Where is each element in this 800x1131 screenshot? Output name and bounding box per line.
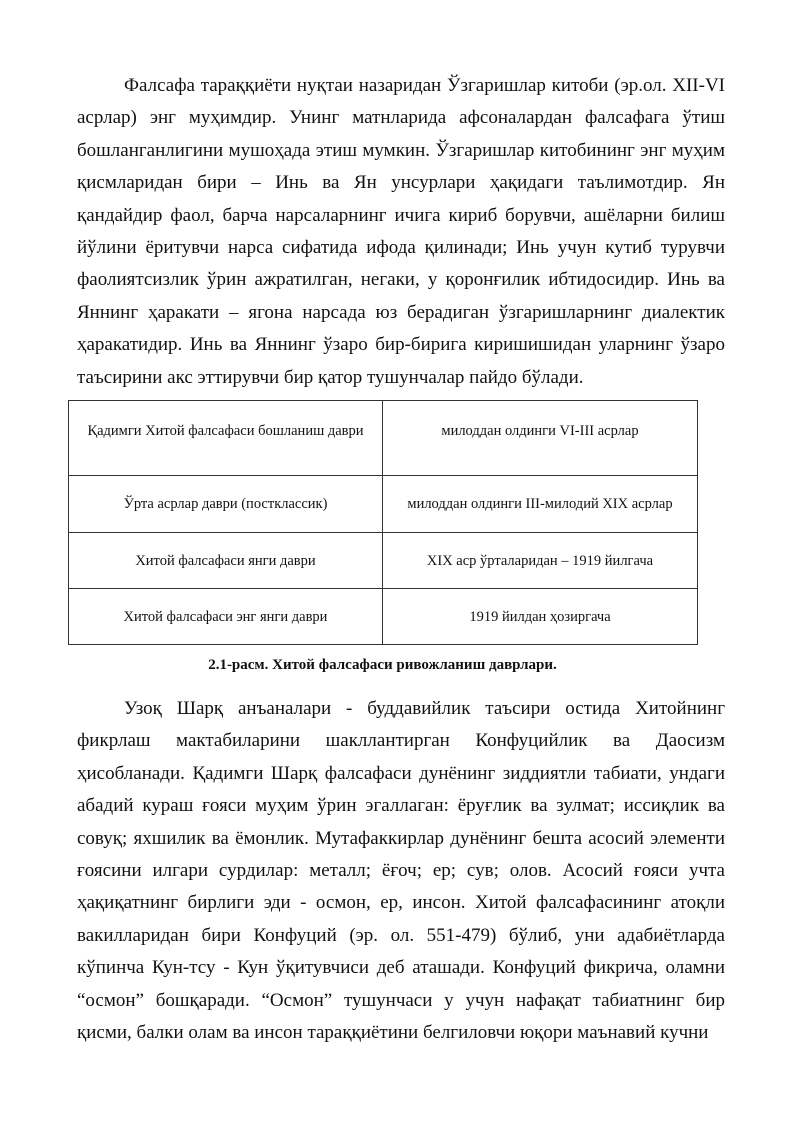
period-dates-cell: милоддан олдинги VI-III асрлар — [383, 401, 698, 476]
table-row — [69, 533, 698, 589]
paragraph-book-of-changes: Фалсафа тараққиёти нуқтаи назаридан Ўзгаришлар китоби (эр.ол. XII-VI асрлар) энг муҳимдир. Унинг матнларида афсоналардан фалсафага ўтиш бошланганлигини мушоҳада этиш мумкин. Ўзгаришлар китобининг энг муҳим қисмларидан бири – Инь ва Ян унсурлари ҳақидаги таълимотдир. Ян қандайдир фаол, барча нарсаларнинг ичига кириб борувчи, ашёларни билиш йўлини ёритувчи нарса сифатида ифода қилинади; Инь учун кутиб турувчи фаолиятсизлик ўрин ажратилган, негаки, у қоронғилик ибтидосидир. Инь ва Яннинг ҳаракати – ягона нарсада юз берадиган ўзгаришларнинг диалектик ҳаракатидир. Инь ва Яннинг ўзаро бир-бирига киришишидан уларнинг ўзаро таъсирини акс эттирувчи бир қатор тушунчалар пайдо бўлади. — [77, 75, 725, 388]
table-row — [69, 589, 698, 645]
period-dates-cell: 1919 йилдан ҳозиргача — [383, 589, 698, 645]
period-name-cell: Хитой фалсафаси энг янги даври — [69, 589, 383, 645]
table-row — [69, 401, 698, 476]
periods-table — [68, 400, 698, 645]
period-dates-cell: милоддан олдинги III-милодий XIX асрлар — [383, 476, 698, 533]
paragraph-eastern-traditions: Узоқ Шарқ анъаналари - буддавийлик таъсири остида Хитойнинг фикрлаш мактабиларини шакллантирган Конфуцийлик ва Даосизм ҳисобланади. Қадимги Шарқ фалсафаси дунёнинг зиддиятли табиати, ундаги абадий кураш ғояси муҳим ўрин эгаллаган: ёруғлик ва зулмат; иссиқлик ва совуқ; яхшилик ва ёмонлик. Мутафаккирлар дунёнинг бешта асосий элементи ғоясини илгари сурдилар: металл; ёғоч; ер; сув; олов. Асосий ғояси учта ҳақиқатнинг бирлиги эди - осмон, ер, инсон. Хитой фалсафасининг атоқли вакилларидан бири Конфуций (эр. ол. 551-479) бўлиб, уни адабиётларда кўпинча Кун-тсу - Кун ўқитувчиси деб аташади. Конфуций фикрича, оламни “осмон” бошқаради. “Осмон” тушунчаси у учун нафақат табиатнинг бир қисми, балки олам ва инсон тараққиётини белгиловчи юқори маънавий кучни — [77, 698, 725, 1044]
table-row — [69, 476, 698, 533]
period-name-cell: Қадимги Хитой фалсафаси бошланиш даври — [69, 401, 383, 476]
period-name-cell: Ўрта асрлар даври (постклассик) — [69, 476, 383, 533]
period-dates-cell: XIX аср ўрталаридан – 1919 йилгача — [383, 533, 698, 589]
figure-caption: 2.1-расм. Хитой фалсафаси ривожланиш даврлари. — [208, 657, 557, 673]
period-name-cell: Хитой фалсафаси янги даври — [69, 533, 383, 589]
